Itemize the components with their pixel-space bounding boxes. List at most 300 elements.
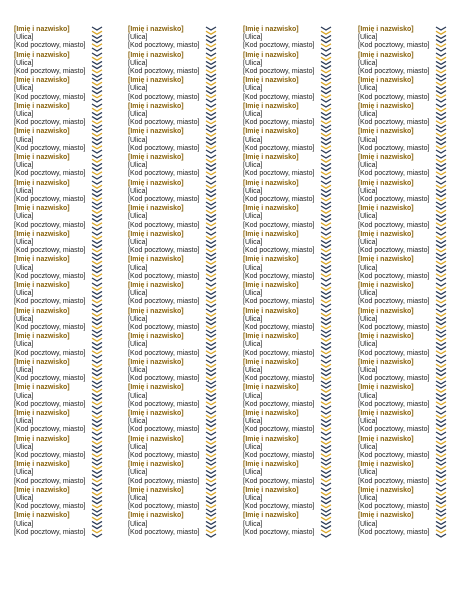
city-line[interactable]: [Kod pocztowy, miasto] [14,477,86,485]
street-line[interactable]: [Ulica] [358,443,378,451]
city-line[interactable]: [Kod pocztowy, miasto] [358,119,430,127]
recipient-name[interactable]: [Imię i nazwisko] [14,384,70,392]
city-line[interactable]: [Kod pocztowy, miasto] [14,68,86,75]
address-block [14,231,94,256]
recipient-name[interactable]: [Imię i nazwisko] [128,435,184,443]
city-line[interactable]: [Kod pocztowy, miasto] [243,298,315,306]
address-label [0,436,112,462]
recipient-name[interactable]: [Imię i nazwisko] [128,410,184,417]
recipient-name[interactable]: [Imię i nazwisko] [128,307,184,315]
recipient-name[interactable]: [Imię i nazwisko] [243,128,299,136]
address-label [344,77,456,103]
recipient-name[interactable]: [Imię i nazwisko] [14,512,70,520]
recipient-name[interactable]: [Imię i nazwisko] [243,512,299,520]
city-line[interactable]: [Kod pocztowy, miasto] [128,452,200,459]
address-label [344,256,456,282]
address-block [358,512,438,537]
city-line[interactable]: [Kod pocztowy, miasto] [243,272,315,280]
city-line[interactable]: [Kod pocztowy, miasto] [358,375,430,383]
city-line[interactable]: [Kod pocztowy, miasto] [14,324,86,331]
address-label [114,487,226,513]
address-block [243,359,323,384]
street-line[interactable]: [Ulica] [14,264,34,272]
address-block [358,308,438,333]
street-line[interactable]: [Ulica] [128,290,148,298]
street-line[interactable]: [Ulica] [14,418,34,426]
city-line[interactable]: [Kod pocztowy, miasto] [128,119,200,127]
street-line[interactable]: [Ulica] [243,187,263,195]
street-line[interactable]: [Ulica] [14,341,34,349]
city-line[interactable]: [Kod pocztowy, miasto] [358,68,430,75]
street-line[interactable]: [Ulica] [358,341,378,349]
city-line[interactable]: [Kod pocztowy, miasto] [358,170,430,178]
recipient-name[interactable]: [Imię i nazwisko] [14,26,70,33]
recipient-name[interactable]: [Imię i nazwisko] [14,77,70,85]
city-line[interactable]: [Kod pocztowy, miasto] [243,170,315,178]
city-line[interactable]: [Kod pocztowy, miasto] [243,400,315,408]
address-block [128,103,208,128]
city-line[interactable]: [Kod pocztowy, miasto] [243,119,315,127]
street-line[interactable]: [Ulica] [243,443,263,451]
city-line[interactable]: [Kod pocztowy, miasto] [128,349,200,357]
recipient-name[interactable]: [Imię i nazwisko] [243,230,299,238]
recipient-name[interactable]: [Imię i nazwisko] [243,282,299,289]
address-label [0,205,112,231]
recipient-name[interactable]: [Imię i nazwisko] [14,435,70,443]
recipient-name[interactable]: [Imię i nazwisko] [358,435,414,443]
street-line[interactable]: [Ulica] [128,443,148,451]
street-line[interactable]: [Ulica] [243,111,263,118]
recipient-name[interactable]: [Imię i nazwisko] [128,486,184,494]
address-block [358,410,438,435]
city-line[interactable]: [Kod pocztowy, miasto] [14,375,86,383]
address-block [128,180,208,205]
recipient-name[interactable]: [Imię i nazwisko] [128,358,184,366]
street-line[interactable]: [Ulica] [14,162,34,170]
street-line[interactable]: [Ulica] [128,469,148,477]
recipient-name[interactable]: [Imię i nazwisko] [358,410,414,417]
street-line[interactable]: [Ulica] [128,34,148,42]
recipient-name[interactable]: [Imię i nazwisko] [128,26,184,33]
city-line[interactable]: [Kod pocztowy, miasto] [358,528,430,536]
address-block [358,461,438,486]
city-line[interactable]: [Kod pocztowy, miasto] [243,68,315,75]
street-line[interactable]: [Ulica] [14,392,34,400]
city-line[interactable]: [Kod pocztowy, miasto] [128,170,200,178]
address-label [114,52,226,78]
recipient-name[interactable]: [Imię i nazwisko] [14,128,70,136]
recipient-name[interactable]: [Imię i nazwisko] [243,307,299,315]
street-line[interactable]: [Ulica] [358,136,378,144]
address-label [229,333,341,359]
city-line[interactable]: [Kod pocztowy, miasto] [128,42,200,50]
address-label [229,512,341,538]
recipient-name[interactable]: [Imię i nazwisko] [358,205,414,213]
city-line[interactable]: [Kod pocztowy, miasto] [243,247,315,255]
street-line[interactable]: [Ulica] [358,418,378,426]
street-line[interactable]: [Ulica] [358,315,378,323]
city-line[interactable]: [Kod pocztowy, miasto] [14,349,86,357]
city-line[interactable]: [Kod pocztowy, miasto] [243,93,315,101]
recipient-name[interactable]: [Imię i nazwisko] [14,461,70,469]
street-line[interactable]: [Ulica] [128,162,148,170]
street-line[interactable]: [Ulica] [358,495,378,502]
street-line[interactable]: [Ulica] [14,290,34,298]
recipient-name[interactable]: [Imię i nazwisko] [14,358,70,366]
city-line[interactable]: [Kod pocztowy, miasto] [358,221,430,229]
address-label [0,180,112,206]
street-line[interactable]: [Ulica] [243,85,263,93]
address-block [14,410,94,435]
city-line[interactable]: [Kod pocztowy, miasto] [128,400,200,408]
city-line[interactable]: [Kod pocztowy, miasto] [243,221,315,229]
street-line[interactable]: [Ulica] [358,239,378,246]
address-label [229,384,341,410]
recipient-name[interactable]: [Imię i nazwisko] [243,102,299,110]
recipient-name[interactable]: [Imię i nazwisko] [243,26,299,33]
address-block [14,282,94,307]
street-line[interactable]: [Ulica] [243,392,263,400]
street-line[interactable]: [Ulica] [243,290,263,298]
street-line[interactable]: [Ulica] [243,264,263,272]
city-line[interactable]: [Kod pocztowy, miasto] [243,477,315,485]
recipient-name[interactable]: [Imię i nazwisko] [243,77,299,85]
street-line[interactable]: [Ulica] [243,59,263,67]
street-line[interactable]: [Ulica] [14,367,34,374]
street-line[interactable]: [Ulica] [358,469,378,477]
address-label [114,231,226,257]
address-block [243,26,323,51]
address-label [344,180,456,206]
address-label [229,154,341,180]
street-line[interactable]: [Ulica] [14,443,34,451]
city-line[interactable]: [Kod pocztowy, miasto] [14,144,86,152]
street-line[interactable]: [Ulica] [358,111,378,118]
street-line[interactable]: [Ulica] [14,34,34,42]
city-line[interactable]: [Kod pocztowy, miasto] [14,503,86,511]
city-line[interactable]: [Kod pocztowy, miasto] [128,221,200,229]
street-line[interactable]: [Ulica] [14,187,34,195]
address-label [0,231,112,257]
address-block [128,231,208,256]
street-line[interactable]: [Ulica] [243,367,263,374]
street-line[interactable]: [Ulica] [128,367,148,374]
recipient-name[interactable]: [Imię i nazwisko] [243,333,299,341]
recipient-name[interactable]: [Imię i nazwisko] [358,256,414,264]
street-line[interactable]: [Ulica] [14,239,34,246]
street-line[interactable]: [Ulica] [128,495,148,502]
recipient-name[interactable]: [Imię i nazwisko] [358,230,414,238]
recipient-name[interactable]: [Imię i nazwisko] [128,77,184,85]
street-line[interactable]: [Ulica] [358,85,378,93]
street-line[interactable]: [Ulica] [128,85,148,93]
street-line[interactable]: [Ulica] [14,136,34,144]
address-block [243,436,323,461]
street-line[interactable]: [Ulica] [358,264,378,272]
city-line[interactable]: [Kod pocztowy, miasto] [358,42,430,50]
street-line[interactable]: [Ulica] [243,495,263,502]
city-line[interactable]: [Kod pocztowy, miasto] [243,528,315,536]
city-line[interactable]: [Kod pocztowy, miasto] [14,400,86,408]
recipient-name[interactable]: [Imię i nazwisko] [243,51,299,59]
city-line[interactable]: [Kod pocztowy, miasto] [358,503,430,511]
recipient-name[interactable]: [Imię i nazwisko] [128,102,184,110]
recipient-name[interactable]: [Imię i nazwisko] [243,486,299,494]
recipient-name[interactable]: [Imię i nazwisko] [243,435,299,443]
city-line[interactable]: [Kod pocztowy, miasto] [128,426,200,434]
street-line[interactable]: [Ulica] [243,520,263,528]
street-line[interactable]: [Ulica] [243,341,263,349]
street-line[interactable]: [Ulica] [358,34,378,42]
street-line[interactable]: [Ulica] [128,264,148,272]
address-label [344,436,456,462]
address-label [114,205,226,231]
address-label [0,52,112,78]
address-label [0,410,112,436]
recipient-name[interactable]: [Imię i nazwisko] [14,282,70,289]
recipient-name[interactable]: [Imię i nazwisko] [128,282,184,289]
address-label [344,26,456,52]
recipient-name[interactable]: [Imię i nazwisko] [128,230,184,238]
street-line[interactable]: [Ulica] [243,162,263,170]
city-line[interactable]: [Kod pocztowy, miasto] [243,42,315,50]
recipient-name[interactable]: [Imię i nazwisko] [243,256,299,264]
recipient-name[interactable]: [Imię i nazwisko] [14,307,70,315]
recipient-name[interactable]: [Imię i nazwisko] [358,77,414,85]
city-line[interactable]: [Kod pocztowy, miasto] [128,247,200,255]
city-line[interactable]: [Kod pocztowy, miasto] [14,119,86,127]
address-block [128,128,208,153]
street-line[interactable]: [Ulica] [243,469,263,477]
street-line[interactable]: [Ulica] [243,136,263,144]
address-block [128,77,208,102]
city-line[interactable]: [Kod pocztowy, miasto] [243,144,315,152]
city-line[interactable]: [Kod pocztowy, miasto] [128,144,200,152]
street-line[interactable]: [Ulica] [358,367,378,374]
recipient-name[interactable]: [Imię i nazwisko] [358,307,414,315]
address-block [14,461,94,486]
address-block [358,436,438,461]
address-block [14,359,94,384]
recipient-name[interactable]: [Imię i nazwisko] [243,205,299,213]
address-label [0,512,112,538]
street-line[interactable]: [Ulica] [243,418,263,426]
city-line[interactable]: [Kod pocztowy, miasto] [243,324,315,331]
address-block [243,52,323,77]
city-line[interactable]: [Kod pocztowy, miasto] [358,349,430,357]
address-block [358,205,438,230]
recipient-name[interactable]: [Imię i nazwisko] [128,461,184,469]
city-line[interactable]: [Kod pocztowy, miasto] [128,196,200,203]
street-line[interactable]: [Ulica] [128,59,148,67]
city-line[interactable]: [Kod pocztowy, miasto] [128,68,200,75]
street-line[interactable]: [Ulica] [14,59,34,67]
recipient-name[interactable]: [Imię i nazwisko] [243,384,299,392]
city-line[interactable]: [Kod pocztowy, miasto] [14,196,86,203]
city-line[interactable]: [Kod pocztowy, miasto] [14,426,86,434]
address-label [0,256,112,282]
address-block [358,256,438,281]
recipient-name[interactable]: [Imię i nazwisko] [243,358,299,366]
recipient-name[interactable]: [Imię i nazwisko] [128,154,184,161]
address-label [0,103,112,129]
recipient-name[interactable]: [Imię i nazwisko] [358,333,414,341]
recipient-name[interactable]: [Imię i nazwisko] [14,179,70,187]
street-line[interactable]: [Ulica] [128,341,148,349]
recipient-name[interactable]: [Imię i nazwisko] [358,358,414,366]
city-line[interactable]: [Kod pocztowy, miasto] [14,452,86,459]
city-line[interactable]: [Kod pocztowy, miasto] [14,221,86,229]
recipient-name[interactable]: [Imię i nazwisko] [14,102,70,110]
address-label [0,359,112,385]
recipient-name[interactable]: [Imię i nazwisko] [14,333,70,341]
recipient-name[interactable]: [Imię i nazwisko] [358,102,414,110]
recipient-name[interactable]: [Imię i nazwisko] [14,154,70,161]
city-line[interactable]: [Kod pocztowy, miasto] [243,452,315,459]
recipient-name[interactable]: [Imię i nazwisko] [358,179,414,187]
street-line[interactable]: [Ulica] [243,239,263,246]
street-line[interactable]: [Ulica] [243,34,263,42]
city-line[interactable]: [Kod pocztowy, miasto] [14,272,86,280]
street-line[interactable]: [Ulica] [14,520,34,528]
address-label [344,487,456,513]
city-line[interactable]: [Kod pocztowy, miasto] [14,93,86,101]
city-line[interactable]: [Kod pocztowy, miasto] [358,477,430,485]
recipient-name[interactable]: [Imię i nazwisko] [243,179,299,187]
recipient-name[interactable]: [Imię i nazwisko] [358,512,414,520]
street-line[interactable]: [Ulica] [243,315,263,323]
street-line[interactable]: [Ulica] [358,162,378,170]
city-line[interactable]: [Kod pocztowy, miasto] [243,349,315,357]
street-line[interactable]: [Ulica] [358,520,378,528]
recipient-name[interactable]: [Imię i nazwisko] [358,154,414,161]
city-line[interactable]: [Kod pocztowy, miasto] [128,272,200,280]
city-line[interactable]: [Kod pocztowy, miasto] [128,324,200,331]
recipient-name[interactable]: [Imię i nazwisko] [128,128,184,136]
city-line[interactable]: [Kod pocztowy, miasto] [128,503,200,511]
city-line[interactable]: [Kod pocztowy, miasto] [14,247,86,255]
recipient-name[interactable]: [Imię i nazwisko] [14,51,70,59]
address-block [128,52,208,77]
city-line[interactable]: [Kod pocztowy, miasto] [358,196,430,203]
city-line[interactable]: [Kod pocztowy, miasto] [243,196,315,203]
street-line[interactable]: [Ulica] [128,315,148,323]
city-line[interactable]: [Kod pocztowy, miasto] [243,375,315,383]
address-block [358,333,438,358]
recipient-name[interactable]: [Imię i nazwisko] [358,282,414,289]
street-line[interactable]: [Ulica] [128,111,148,118]
city-line[interactable]: [Kod pocztowy, miasto] [128,298,200,306]
address-block [358,128,438,153]
street-line[interactable]: [Ulica] [358,213,378,221]
city-line[interactable]: [Kod pocztowy, miasto] [358,324,430,331]
street-line[interactable]: [Ulica] [128,187,148,195]
city-line[interactable]: [Kod pocztowy, miasto] [358,272,430,280]
address-label [114,256,226,282]
address-label [0,282,112,308]
recipient-name[interactable]: [Imię i nazwisko] [358,486,414,494]
city-line[interactable]: [Kod pocztowy, miasto] [14,298,86,306]
recipient-name[interactable]: [Imię i nazwisko] [243,461,299,469]
city-line[interactable]: [Kod pocztowy, miasto] [128,528,200,536]
address-block [243,77,323,102]
city-line[interactable]: [Kod pocztowy, miasto] [128,93,200,101]
recipient-name[interactable]: [Imię i nazwisko] [128,179,184,187]
recipient-name[interactable]: [Imię i nazwisko] [358,384,414,392]
street-line[interactable]: [Ulica] [128,239,148,246]
street-line[interactable]: [Ulica] [128,520,148,528]
address-label [0,308,112,334]
city-line[interactable]: [Kod pocztowy, miasto] [358,298,430,306]
recipient-name[interactable]: [Imię i nazwisko] [128,512,184,520]
city-line[interactable]: [Kod pocztowy, miasto] [128,477,200,485]
address-block [243,410,323,435]
recipient-name[interactable]: [Imię i nazwisko] [358,128,414,136]
city-line[interactable]: [Kod pocztowy, miasto] [358,426,430,434]
recipient-name[interactable]: [Imię i nazwisko] [14,256,70,264]
city-line[interactable]: [Kod pocztowy, miasto] [358,400,430,408]
recipient-name[interactable]: [Imię i nazwisko] [14,230,70,238]
city-line[interactable]: [Kod pocztowy, miasto] [243,503,315,511]
street-line[interactable]: [Ulica] [14,315,34,323]
recipient-name[interactable]: [Imię i nazwisko] [128,333,184,341]
street-line[interactable]: [Ulica] [128,418,148,426]
recipient-name[interactable]: [Imię i nazwisko] [358,51,414,59]
city-line[interactable]: [Kod pocztowy, miasto] [128,375,200,383]
address-label [229,180,341,206]
recipient-name[interactable]: [Imię i nazwisko] [243,154,299,161]
recipient-name[interactable]: [Imię i nazwisko] [358,26,414,33]
address-label [0,333,112,359]
recipient-name[interactable]: [Imię i nazwisko] [14,410,70,417]
city-line[interactable]: [Kod pocztowy, miasto] [14,42,86,50]
recipient-name[interactable]: [Imię i nazwisko] [128,384,184,392]
city-line[interactable]: [Kod pocztowy, miasto] [358,247,430,255]
recipient-name[interactable]: [Imię i nazwisko] [128,51,184,59]
recipient-name[interactable]: [Imię i nazwisko] [243,410,299,417]
city-line[interactable]: [Kod pocztowy, miasto] [358,93,430,101]
recipient-name[interactable]: [Imię i nazwisko] [128,205,184,213]
street-line[interactable]: [Ulica] [358,187,378,195]
city-line[interactable]: [Kod pocztowy, miasto] [243,426,315,434]
street-line[interactable]: [Ulica] [14,213,34,221]
recipient-name[interactable]: [Imię i nazwisko] [14,205,70,213]
street-line[interactable]: [Ulica] [243,213,263,221]
street-line[interactable]: [Ulica] [358,392,378,400]
street-line[interactable]: [Ulica] [14,111,34,118]
street-line[interactable]: [Ulica] [358,59,378,67]
city-line[interactable]: [Kod pocztowy, miasto] [358,144,430,152]
recipient-name[interactable]: [Imię i nazwisko] [128,256,184,264]
city-line[interactable]: [Kod pocztowy, miasto] [14,170,86,178]
street-line[interactable]: [Ulica] [128,213,148,221]
street-line[interactable]: [Ulica] [14,469,34,477]
address-label [0,128,112,154]
city-line[interactable]: [Kod pocztowy, miasto] [14,528,86,536]
address-block [243,231,323,256]
address-block [128,282,208,307]
recipient-name[interactable]: [Imię i nazwisko] [14,486,70,494]
city-line[interactable]: [Kod pocztowy, miasto] [358,452,430,459]
street-line[interactable]: [Ulica] [358,290,378,298]
street-line[interactable]: [Ulica] [14,85,34,93]
address-block [128,512,208,537]
street-line[interactable]: [Ulica] [128,392,148,400]
street-line[interactable]: [Ulica] [128,136,148,144]
recipient-name[interactable]: [Imię i nazwisko] [358,461,414,469]
street-line[interactable]: [Ulica] [14,495,34,502]
address-label [344,384,456,410]
